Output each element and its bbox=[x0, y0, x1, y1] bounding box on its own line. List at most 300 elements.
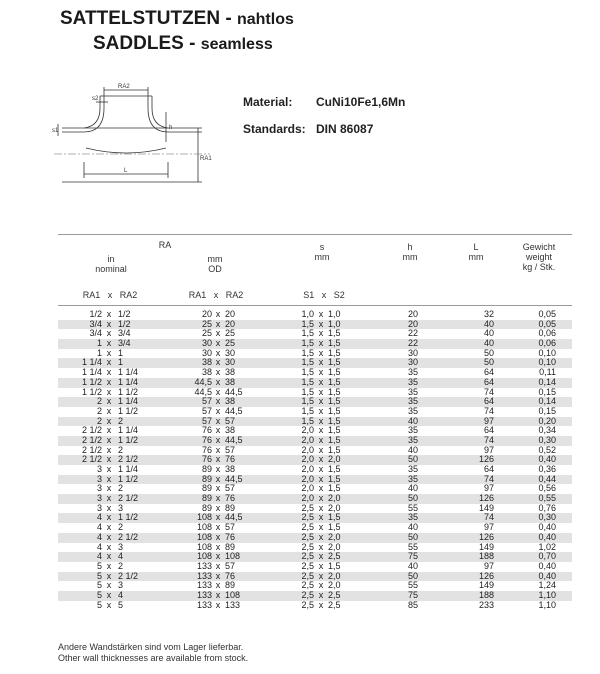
l-label: L bbox=[124, 168, 128, 174]
cell-ra1-mm: 108 bbox=[196, 512, 212, 523]
cell-ra1-inch: 2 bbox=[96, 405, 102, 416]
cell-ra2-inch: 1 1/4 bbox=[118, 367, 139, 378]
cell-ra2-inch: 3 bbox=[118, 502, 124, 513]
cell-s2: 1,5 bbox=[328, 405, 341, 416]
cell-ra2-inch: 1 1/2 bbox=[118, 473, 139, 484]
cell-h: 55 bbox=[407, 541, 418, 552]
cell-sep-inch: x bbox=[106, 318, 112, 329]
material-value: CuNi10Fe1,6Mn bbox=[316, 95, 406, 109]
title-german-sep: - bbox=[220, 8, 237, 29]
header-s: s bbox=[319, 242, 325, 252]
cell-s2: 1,0 bbox=[328, 309, 341, 319]
cell-sep-mm: x bbox=[215, 493, 221, 504]
cell-sep-wall: x bbox=[318, 425, 324, 436]
cell-s2: 1,5 bbox=[328, 396, 341, 407]
cell-s2: 1,5 bbox=[328, 434, 341, 445]
cell-h: 35 bbox=[407, 464, 418, 474]
cell-s2: 1,5 bbox=[328, 522, 341, 533]
cell-s1: 2,5 bbox=[301, 541, 314, 552]
cell-sep-wall: x bbox=[318, 328, 324, 339]
cell-ra2-mm: 108 bbox=[225, 589, 241, 600]
cell-ra2-mm: 89 bbox=[225, 541, 236, 552]
cell-sep-wall: x bbox=[318, 580, 324, 591]
cell-sep-inch: x bbox=[106, 483, 112, 494]
cell-ra1-mm: 133 bbox=[196, 589, 212, 600]
cell-s2: 1,5 bbox=[328, 444, 341, 455]
cell-sep-wall: x bbox=[318, 376, 324, 387]
cell-sep-wall: x bbox=[318, 551, 324, 562]
cell-l: 149 bbox=[478, 580, 494, 591]
cell-ra1-mm: 30 bbox=[201, 338, 212, 349]
header-kg: kg / Stk. bbox=[522, 262, 556, 272]
cell-sep-mm: x bbox=[215, 444, 221, 455]
header-ra: RA bbox=[158, 240, 172, 250]
cell-ra2-inch: 2 bbox=[118, 522, 124, 533]
table-row bbox=[58, 601, 572, 611]
cell-sep-inch: x bbox=[106, 531, 112, 542]
cell-ra1-mm: 89 bbox=[201, 502, 212, 513]
header-s-mm: mm bbox=[314, 252, 330, 262]
cell-ra1-inch: 1 1/4 bbox=[82, 357, 103, 368]
cell-sep-mm: x bbox=[215, 522, 221, 533]
cell-sep-inch: x bbox=[106, 347, 112, 358]
cell-ra2-mm: 89 bbox=[225, 580, 236, 591]
ra1-label: RA1 bbox=[200, 156, 212, 162]
cell-ra2-inch: 1 1/2 bbox=[118, 386, 139, 397]
cell-s1: 1,5 bbox=[301, 405, 314, 416]
cell-h: 22 bbox=[407, 328, 418, 339]
table-top-rule bbox=[58, 234, 572, 235]
cell-ra1-mm: 133 bbox=[196, 599, 212, 610]
cell-sep-inch: x bbox=[106, 599, 112, 610]
cell-ra1-inch: 2 1/2 bbox=[82, 454, 103, 465]
header-mm: mm bbox=[207, 254, 223, 264]
cell-l: 126 bbox=[478, 531, 494, 542]
cell-ra2-inch: 1 1/4 bbox=[118, 376, 139, 387]
cell-sep-mm: x bbox=[215, 386, 221, 397]
cell-sep-inch: x bbox=[106, 396, 112, 407]
header-l-mm: mm bbox=[468, 252, 484, 262]
table-row bbox=[58, 436, 572, 446]
table-row bbox=[58, 339, 572, 349]
cell-l: 40 bbox=[483, 318, 494, 329]
subheader-inch: RA1 x RA2 bbox=[82, 290, 138, 300]
cell-ra1-inch: 2 1/2 bbox=[82, 444, 103, 455]
cell-sep-wall: x bbox=[318, 522, 324, 533]
cell-sep-inch: x bbox=[106, 580, 112, 591]
cell-sep-mm: x bbox=[215, 425, 221, 436]
cell-weight: 0,40 bbox=[538, 522, 556, 533]
cell-sep-mm: x bbox=[215, 560, 221, 571]
cell-s1: 2,0 bbox=[301, 493, 314, 504]
cell-h: 55 bbox=[407, 580, 418, 591]
cell-s2: 2,0 bbox=[328, 541, 341, 552]
cell-l: 97 bbox=[483, 415, 494, 426]
cell-s1: 2,5 bbox=[301, 551, 314, 562]
cell-sep-wall: x bbox=[318, 502, 324, 513]
cell-weight: 0,10 bbox=[538, 347, 556, 358]
cell-s1: 1,5 bbox=[301, 328, 314, 339]
cell-ra2-inch: 1/2 bbox=[118, 309, 131, 319]
cell-sep-mm: x bbox=[215, 328, 221, 339]
cell-sep-inch: x bbox=[106, 502, 112, 513]
cell-h: 40 bbox=[407, 415, 418, 426]
cell-s1: 2,5 bbox=[301, 502, 314, 513]
cell-weight: 0,40 bbox=[538, 531, 556, 542]
cell-weight: 0,30 bbox=[538, 434, 556, 445]
table-row bbox=[58, 543, 572, 553]
cell-ra1-inch: 3 bbox=[96, 483, 102, 494]
title-german-main: SATTELSTUTZEN bbox=[60, 8, 221, 29]
cell-sep-wall: x bbox=[318, 396, 324, 407]
cell-sep-wall: x bbox=[318, 444, 324, 455]
s1-label: s1 bbox=[52, 128, 59, 134]
cell-h: 50 bbox=[407, 531, 418, 542]
table-row bbox=[58, 475, 572, 485]
cell-h: 35 bbox=[407, 367, 418, 378]
cell-s1: 2,5 bbox=[301, 531, 314, 542]
cell-ra2-inch: 2 1/2 bbox=[118, 454, 139, 465]
cell-sep-inch: x bbox=[106, 541, 112, 552]
cell-h: 40 bbox=[407, 522, 418, 533]
cell-sep-wall: x bbox=[318, 386, 324, 397]
cell-h: 22 bbox=[407, 338, 418, 349]
cell-ra1-inch: 1 bbox=[96, 347, 102, 358]
cell-ra2-inch: 3 bbox=[118, 541, 124, 552]
header-h-mm: mm bbox=[402, 252, 418, 262]
table-row bbox=[58, 310, 572, 320]
cell-s1: 2,0 bbox=[301, 454, 314, 465]
table-row bbox=[58, 494, 572, 504]
cell-sep-inch: x bbox=[106, 357, 112, 368]
cell-h: 30 bbox=[407, 347, 418, 358]
cell-l: 64 bbox=[483, 376, 494, 387]
cell-sep-wall: x bbox=[318, 493, 324, 504]
cell-ra1-mm: 57 bbox=[201, 396, 212, 407]
cell-ra2-mm: 38 bbox=[225, 367, 236, 378]
cell-ra1-mm: 38 bbox=[201, 367, 212, 378]
cell-sep-wall: x bbox=[318, 367, 324, 378]
cell-sep-mm: x bbox=[215, 318, 221, 329]
cell-s1: 2,0 bbox=[301, 473, 314, 484]
cell-sep-mm: x bbox=[215, 531, 221, 542]
cell-ra2-inch: 2 bbox=[118, 560, 124, 571]
cell-h: 35 bbox=[407, 425, 418, 436]
subheader-mm: RA1 x RA2 bbox=[188, 290, 244, 300]
cell-ra1-inch: 2 bbox=[96, 415, 102, 426]
cell-s1: 1,5 bbox=[301, 415, 314, 426]
cell-ra1-inch: 5 bbox=[96, 589, 102, 600]
cell-ra2-mm: 38 bbox=[225, 396, 236, 407]
cell-h: 35 bbox=[407, 512, 418, 523]
cell-ra2-mm: 89 bbox=[225, 502, 236, 513]
cell-l: 64 bbox=[483, 425, 494, 436]
cell-s1: 2,0 bbox=[301, 434, 314, 445]
table-row bbox=[58, 349, 572, 359]
cell-ra2-inch: 2 bbox=[118, 415, 124, 426]
cell-ra1-inch: 5 bbox=[96, 580, 102, 591]
cell-s2: 1,5 bbox=[328, 338, 341, 349]
header-nominal: nominal bbox=[95, 264, 127, 274]
cell-s2: 1,5 bbox=[328, 376, 341, 387]
cell-ra1-inch: 3/4 bbox=[89, 328, 102, 339]
cell-h: 35 bbox=[407, 376, 418, 387]
cell-s1: 2,0 bbox=[301, 444, 314, 455]
cell-s1: 2,0 bbox=[301, 483, 314, 494]
cell-l: 126 bbox=[478, 454, 494, 465]
cell-weight: 0,05 bbox=[538, 318, 556, 329]
cell-s2: 1,5 bbox=[328, 415, 341, 426]
cell-l: 40 bbox=[483, 338, 494, 349]
cell-ra2-mm: 44,5 bbox=[225, 512, 243, 523]
cell-s2: 2,5 bbox=[328, 551, 341, 562]
cell-s2: 1,5 bbox=[328, 473, 341, 484]
cell-ra2-mm: 30 bbox=[225, 357, 236, 368]
cell-s2: 2,0 bbox=[328, 580, 341, 591]
cell-ra1-mm: 89 bbox=[201, 464, 212, 474]
table-row bbox=[58, 407, 572, 417]
cell-sep-mm: x bbox=[215, 551, 221, 562]
cell-weight: 0,40 bbox=[538, 560, 556, 571]
cell-ra1-inch: 1 bbox=[96, 338, 102, 349]
cell-sep-mm: x bbox=[215, 454, 221, 465]
cell-s1: 2,5 bbox=[301, 512, 314, 523]
cell-sep-mm: x bbox=[215, 473, 221, 484]
cell-s1: 2,5 bbox=[301, 570, 314, 581]
cell-s2: 1,5 bbox=[328, 386, 341, 397]
cell-ra2-mm: 76 bbox=[225, 570, 236, 581]
cell-sep-mm: x bbox=[215, 338, 221, 349]
cell-ra1-mm: 108 bbox=[196, 531, 212, 542]
cell-sep-inch: x bbox=[106, 570, 112, 581]
cell-ra1-mm: 44,5 bbox=[194, 376, 212, 387]
cell-sep-wall: x bbox=[318, 483, 324, 494]
cell-l: 126 bbox=[478, 493, 494, 504]
cell-sep-inch: x bbox=[106, 589, 112, 600]
cell-s2: 2,0 bbox=[328, 531, 341, 542]
cell-ra1-mm: 76 bbox=[201, 425, 212, 436]
cell-sep-mm: x bbox=[215, 347, 221, 358]
subheader-wall: S1 x S2 bbox=[303, 290, 345, 300]
footnote-english: Other wall thicknesses are available from stock. bbox=[58, 653, 249, 663]
cell-sep-inch: x bbox=[106, 444, 112, 455]
cell-ra2-mm: 76 bbox=[225, 493, 236, 504]
cell-sep-wall: x bbox=[318, 473, 324, 484]
ra2-label: RA2 bbox=[118, 84, 130, 90]
title-english-sub: seamless bbox=[200, 36, 273, 53]
header-od: OD bbox=[208, 264, 222, 274]
cell-l: 97 bbox=[483, 444, 494, 455]
cell-sep-wall: x bbox=[318, 599, 324, 610]
cell-ra1-inch: 1 1/2 bbox=[82, 376, 103, 387]
cell-ra1-mm: 133 bbox=[196, 560, 212, 571]
cell-ra2-inch: 2 1/2 bbox=[118, 570, 139, 581]
cell-sep-wall: x bbox=[318, 434, 324, 445]
cell-s2: 1,5 bbox=[328, 464, 341, 474]
cell-sep-inch: x bbox=[106, 425, 112, 436]
cell-h: 85 bbox=[407, 599, 418, 610]
cell-ra1-mm: 38 bbox=[201, 357, 212, 368]
cell-l: 149 bbox=[478, 541, 494, 552]
s2-label: s2 bbox=[92, 96, 99, 102]
cell-ra1-mm: 133 bbox=[196, 570, 212, 581]
cell-ra2-inch: 3/4 bbox=[118, 338, 131, 349]
cell-ra1-inch: 5 bbox=[96, 570, 102, 581]
cell-ra2-mm: 25 bbox=[225, 338, 236, 349]
cell-sep-inch: x bbox=[106, 454, 112, 465]
cell-sep-inch: x bbox=[106, 328, 112, 339]
cell-ra2-mm: 30 bbox=[225, 347, 236, 358]
cell-s2: 1,5 bbox=[328, 357, 341, 368]
cell-s2: 2,5 bbox=[328, 599, 341, 610]
cell-sep-inch: x bbox=[106, 464, 112, 474]
cell-s1: 1,5 bbox=[301, 357, 314, 368]
cell-weight: 0,14 bbox=[538, 396, 556, 407]
cell-s2: 1,5 bbox=[328, 328, 341, 339]
cell-sep-inch: x bbox=[106, 415, 112, 426]
cell-ra2-inch: 1 1/2 bbox=[118, 512, 139, 523]
cell-ra2-mm: 108 bbox=[225, 551, 241, 562]
cell-sep-inch: x bbox=[106, 551, 112, 562]
table-row bbox=[58, 513, 572, 523]
cell-s2: 1,0 bbox=[328, 318, 341, 329]
cell-s2: 1,5 bbox=[328, 483, 341, 494]
cell-s1: 1,5 bbox=[301, 367, 314, 378]
cell-weight: 0,14 bbox=[538, 376, 556, 387]
cell-h: 35 bbox=[407, 396, 418, 407]
cell-sep-wall: x bbox=[318, 560, 324, 571]
cell-ra2-mm: 38 bbox=[225, 464, 236, 474]
cell-ra1-inch: 4 bbox=[96, 541, 102, 552]
cell-h: 50 bbox=[407, 570, 418, 581]
cell-sep-inch: x bbox=[106, 512, 112, 523]
cell-weight: 1,24 bbox=[538, 580, 556, 591]
cell-s1: 2,5 bbox=[301, 560, 314, 571]
cell-ra2-mm: 44,5 bbox=[225, 434, 243, 445]
cell-ra1-mm: 20 bbox=[201, 309, 212, 319]
header-in: in bbox=[107, 254, 115, 264]
cell-s1: 1,5 bbox=[301, 376, 314, 387]
title-german-sub: nahtlos bbox=[236, 11, 294, 28]
cell-ra1-inch: 4 bbox=[96, 531, 102, 542]
cell-ra2-mm: 57 bbox=[225, 483, 236, 494]
cell-ra2-mm: 44,5 bbox=[225, 405, 243, 416]
cell-h: 55 bbox=[407, 502, 418, 513]
cell-ra2-mm: 44,5 bbox=[225, 473, 243, 484]
cell-ra1-inch: 3/4 bbox=[89, 318, 102, 329]
cell-h: 20 bbox=[407, 318, 418, 329]
cell-sep-wall: x bbox=[318, 357, 324, 368]
cell-l: 50 bbox=[483, 347, 494, 358]
cell-ra2-inch: 2 1/2 bbox=[118, 493, 139, 504]
cell-ra2-inch: 3/4 bbox=[118, 328, 131, 339]
cell-sep-wall: x bbox=[318, 309, 324, 319]
cell-ra2-inch: 1 1/2 bbox=[118, 434, 139, 445]
cell-weight: 0,44 bbox=[538, 473, 556, 484]
cell-l: 74 bbox=[483, 386, 494, 397]
cell-sep-mm: x bbox=[215, 570, 221, 581]
cell-s2: 1,5 bbox=[328, 512, 341, 523]
cell-ra1-mm: 89 bbox=[201, 483, 212, 494]
cell-ra2-inch: 2 bbox=[118, 483, 124, 494]
cell-weight: 0,11 bbox=[539, 367, 556, 378]
cell-ra2-mm: 44,5 bbox=[225, 386, 243, 397]
cell-ra1-inch: 5 bbox=[96, 560, 102, 571]
cell-ra2-mm: 57 bbox=[225, 415, 236, 426]
cell-sep-inch: x bbox=[106, 434, 112, 445]
cell-l: 74 bbox=[483, 473, 494, 484]
dimensions-table bbox=[58, 310, 572, 610]
title-english-sep: - bbox=[183, 33, 201, 54]
cell-s2: 1,5 bbox=[328, 560, 341, 571]
cell-sep-mm: x bbox=[215, 599, 221, 610]
cell-weight: 0,76 bbox=[538, 502, 556, 513]
cell-weight: 0,52 bbox=[538, 444, 556, 455]
cell-h: 50 bbox=[407, 493, 418, 504]
cell-l: 149 bbox=[478, 502, 494, 513]
cell-sep-inch: x bbox=[106, 386, 112, 397]
cell-ra2-inch: 1 1/2 bbox=[118, 405, 139, 416]
cell-ra1-mm: 25 bbox=[201, 318, 212, 329]
cell-s1: 1,0 bbox=[301, 309, 314, 319]
table-row bbox=[58, 591, 572, 601]
cell-ra1-inch: 1 1/2 bbox=[82, 386, 103, 397]
cell-l: 64 bbox=[483, 464, 494, 474]
cell-weight: 1,10 bbox=[538, 599, 556, 610]
cell-weight: 0,36 bbox=[538, 464, 556, 474]
cell-sep-wall: x bbox=[318, 415, 324, 426]
table-header-rule bbox=[58, 305, 572, 306]
cell-sep-mm: x bbox=[215, 512, 221, 523]
cell-s1: 2,0 bbox=[301, 464, 314, 474]
standards-label: Standards: bbox=[243, 122, 306, 136]
cell-h: 35 bbox=[407, 473, 418, 484]
cell-weight: 0,70 bbox=[538, 551, 556, 562]
cell-weight: 1,02 bbox=[538, 541, 556, 552]
table-row bbox=[58, 581, 572, 591]
cell-weight: 0,05 bbox=[538, 309, 556, 319]
cell-weight: 0,20 bbox=[538, 415, 556, 426]
cell-ra2-inch: 3 bbox=[118, 580, 124, 591]
header-weight: weight bbox=[525, 252, 552, 262]
cell-l: 64 bbox=[483, 367, 494, 378]
cell-sep-wall: x bbox=[318, 318, 324, 329]
cell-ra2-inch: 4 bbox=[118, 551, 124, 562]
cell-l: 233 bbox=[478, 599, 494, 610]
cell-ra1-inch: 3 bbox=[96, 502, 102, 513]
cell-sep-inch: x bbox=[106, 522, 112, 533]
cell-s2: 1,5 bbox=[328, 367, 341, 378]
cell-weight: 0,34 bbox=[538, 425, 556, 436]
cell-s2: 2,0 bbox=[328, 570, 341, 581]
cell-sep-mm: x bbox=[215, 502, 221, 513]
cell-ra2-mm: 57 bbox=[225, 522, 236, 533]
cell-s1: 2,5 bbox=[301, 522, 314, 533]
cell-ra1-mm: 57 bbox=[201, 415, 212, 426]
cell-ra1-mm: 133 bbox=[196, 580, 212, 591]
cell-ra2-mm: 20 bbox=[225, 318, 236, 329]
cell-l: 74 bbox=[483, 512, 494, 523]
cell-weight: 0,30 bbox=[538, 512, 556, 523]
cell-s2: 2,5 bbox=[328, 589, 341, 600]
cell-s2: 2,0 bbox=[328, 493, 341, 504]
cell-ra1-inch: 4 bbox=[96, 522, 102, 533]
cell-sep-inch: x bbox=[106, 338, 112, 349]
cell-h: 75 bbox=[407, 551, 418, 562]
cell-weight: 0,40 bbox=[538, 454, 556, 465]
cell-l: 50 bbox=[483, 357, 494, 368]
cell-sep-mm: x bbox=[215, 396, 221, 407]
